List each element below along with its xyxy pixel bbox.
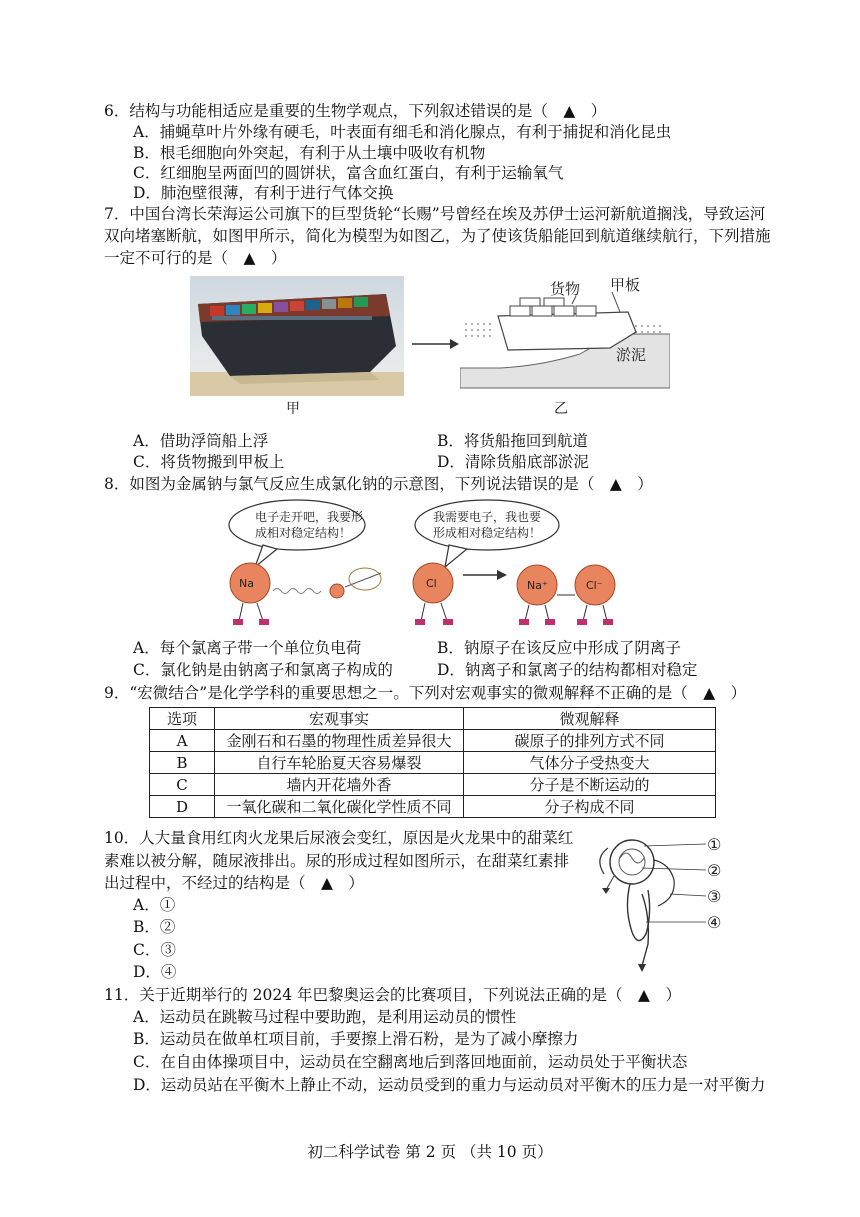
q11-option-d: D．运动员站在平衡木上静止不动，运动员受到的重力与运动员对平衡木的压力是一对平衡力 [133,1076,766,1094]
q7-option-c: C．将货物搬到甲板上 [133,453,285,471]
q8-option-c: C．氯化钠是由钠离子和氯离子构成的 [133,661,393,679]
q11-option-c: C．在自由体操项目中，运动员在空翻离地后到落回地面前，运动员处于平衡状态 [133,1053,688,1071]
ship-model-diagram [460,276,670,396]
table-cell: 碳原子的排列方式不同 [464,730,716,752]
fig-jia-caption: 甲 [286,401,300,417]
cl-atom-label: Cl [426,577,437,590]
q7-stem-line2: 双向堵塞断航，如图甲所示，简化为模型为如图乙，为了使该货船能回到航道继续航行，下列措施 [104,227,771,245]
label-deck: 甲板 [610,276,641,294]
marker-4: ④ [707,913,722,932]
table-row [150,752,716,774]
q6-option-a: A．捕蝇草叶片外缘有硬毛，叶表面有细毛和消化腺点，有利于捕捉和消化昆虫 [133,123,672,141]
bubble-right-line1: 我需要电子，我也要 [433,510,542,524]
marker-2: ② [707,861,722,880]
q8-option-a: A．每个氯离子带一个单位负电荷 [133,639,362,657]
q9-stem: 9．“宏微结合”是化学学科的重要思想之一。下列对宏观事实的微观解释不正确的是（ ▲ ） [104,684,747,702]
table-cell: C [150,774,215,796]
q10-stem-line3: 出过程中，不经过的结构是（ ▲ ） [104,874,364,892]
table-cell: 金刚石和石墨的物理性质差异很大 [215,730,464,752]
label-mud: 淤泥 [616,346,647,364]
q11-stem: 11．关于近期举行的 2024 年巴黎奥运会的比赛项目，下列说法正确的是（ ▲ ） [104,986,681,1004]
table-row [150,796,716,818]
table-cell: 分子构成不同 [464,796,716,818]
na-ion-label: Na⁺ [527,579,548,592]
q6-option-c: C．红细胞呈两面凹的圆饼状，富含血红蛋白，有利于运输氧气 [133,164,564,182]
fig-yi-caption: 乙 [554,401,568,417]
q6-option-b: B．根毛细胞向外突起，有利于从土壤中吸收有机物 [133,144,486,162]
right-arrow-icon [410,336,460,352]
table-cell: 分子是不断运动的 [464,774,716,796]
q10-option-c: C．③ [133,941,176,959]
table-row [150,730,716,752]
table-cell: A [150,730,215,752]
q8-stem: 8．如图为金属钠与氯气反应生成氯化钠的示意图，下列说法错误的是（ ▲ ） [104,475,653,493]
table-cell: D [150,796,215,818]
q7-option-d: D．清除货船底部淤泥 [437,453,589,471]
q7-option-a: A．借助浮筒船上浮 [133,432,269,450]
na-atom-label: Na [239,577,254,590]
table-row [150,774,716,796]
q7-option-b: B．将货船拖回到航道 [437,432,588,450]
table-cell: 墙内开花墙外香 [215,774,464,796]
bubble-right-line2: 形成相对稳定结构！ [433,526,542,540]
sodium-chlorine-cartoon [205,495,645,630]
q10-option-b: B．② [133,918,176,936]
q10-option-a: A．① [133,896,176,914]
label-cargo: 货物 [550,280,581,298]
ship-photo [190,276,404,396]
bubble-left-line1: 电子走开吧，我要形 [255,510,364,524]
table-header-option: 选项 [150,708,215,730]
table-cell: 一氧化碳和二氧化碳化学性质不同 [215,796,464,818]
table-cell: B [150,752,215,774]
q11-option-b: B．运动员在做单杠项目前，手要擦上滑石粉，是为了减小摩擦力 [133,1030,579,1048]
table-cell: 自行车轮胎夏天容易爆裂 [215,752,464,774]
q7-stem-line3: 一定不可行的是（ ▲ ） [104,249,287,267]
page-footer: 初二科学试卷 第 2 页 （共 10 页） [307,1143,553,1161]
table-header-micro: 微观解释 [464,708,716,730]
table-cell: 气体分子受热变大 [464,752,716,774]
bubble-left-line2: 成相对稳定结构！ [255,526,352,540]
nephron-diagram [584,832,734,972]
q6-stem: 6．结构与功能相适应是重要的生物学观点，下列叙述错误的是（ ▲ ） [104,102,607,120]
q10-stem-line1: 10．人大量食用红肉火龙果后尿液会变红，原因是火龙果中的甜菜红 [104,829,574,847]
q10-stem-line2: 素难以被分解，随尿液排出。尿的形成过程如图所示，在甜菜红素排 [104,852,570,870]
marker-3: ③ [707,887,722,906]
table-header-macro: 宏观事实 [215,708,464,730]
table-header-row [150,708,716,730]
marker-1: ① [707,835,722,854]
q8-option-b: B．钠原子在该反应中形成了阴离子 [437,639,681,657]
macro-micro-table [149,707,716,818]
cl-ion-label: Cl⁻ [586,579,603,592]
q10-option-d: D．④ [133,963,177,981]
q11-option-a: A．运动员在跳鞍马过程中要助跑，是利用运动员的惯性 [133,1008,517,1026]
q7-stem-line1: 7．中国台湾长荣海运公司旗下的巨型货轮“长赐”号曾经在埃及苏伊士运河新航道搁浅，导致运河 [104,205,766,223]
q8-option-d: D．钠离子和氯离子的结构都相对稳定 [437,661,698,679]
q6-option-d: D．肺泡壁很薄，有利于进行气体交换 [133,184,394,202]
